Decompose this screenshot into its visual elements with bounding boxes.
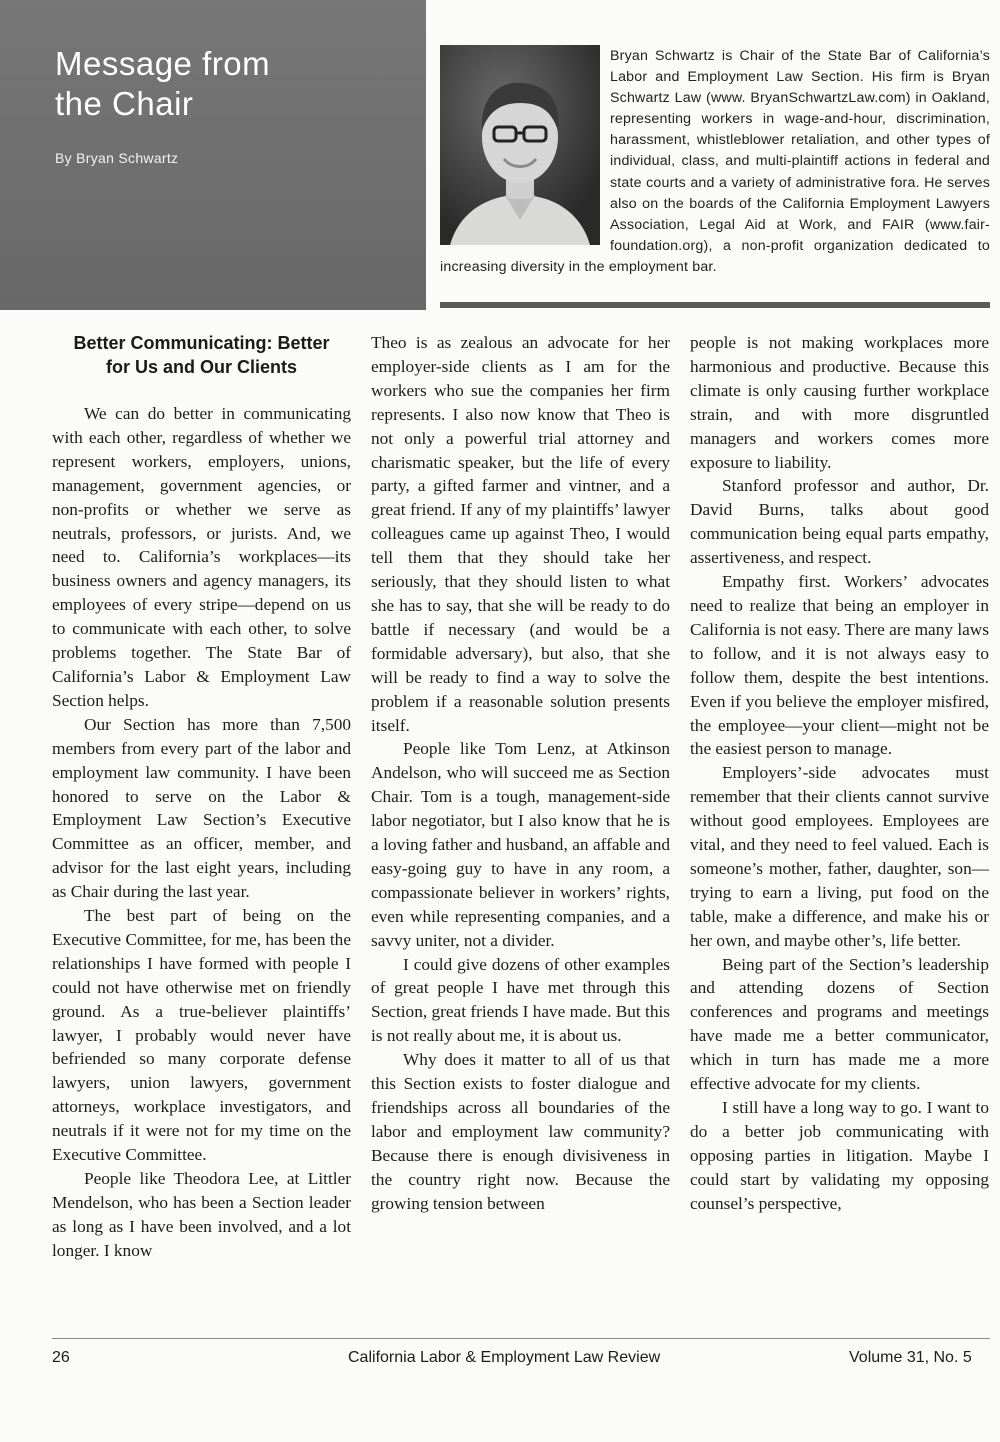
- page-title: [55, 44, 395, 124]
- volume-issue: Volume 31, No. 5: [849, 1349, 972, 1366]
- paragraph: The best part of being on the Executive Committee, for me, has been the relationships I have formed with people I could not have otherwise met on friendly ground. As a true-believer plaintiffs’ lawyer, I probably would never have befriended so many corporate defense lawyers, union lawyers, government attorneys, workplace investigators, and neutrals if it were not for my time on the Executive Committee.: [52, 906, 351, 1165]
- article-title-line-1: Better Communicating: Better: [73, 333, 330, 353]
- byline: By Bryan Schwartz: [55, 150, 179, 166]
- paragraph: People like Tom Lenz, at Atkinson Andelson, who will succeed me as Section Chair. Tom is a tough, management-side labor negotiator, but I also know that he is a loving father and husband, an affable and easy-going guy to have in any room, a compassionate believer in workers’ rights, even while representing companies, and a savvy uniter, not a divider.: [371, 739, 670, 950]
- photo-spacer: [440, 46, 610, 256]
- publication-name: California Labor & Employment Law Review: [348, 1349, 661, 1366]
- article-column-3: [690, 331, 989, 1216]
- paragraph: Empathy first. Workers’ advocates need to realize that being an employer in California is not easy. There are many laws to follow, and it is not always easy to follow them, despite the best intentions. Even if you believe the employer misfired, the employee—your client—might not be the easiest person to manage.: [690, 572, 989, 759]
- paragraph: Why does it matter to all of us that this Section exists to foster dialogue and friendships across all boundaries of the labor and employment law community? Because there is enough divisiveness in the country right now. Because the growing tension between: [371, 1050, 670, 1213]
- article-title-line-2: for Us and Our Clients: [105, 357, 298, 377]
- author-bio-text: Bryan Schwartz is Chair of the State Bar of California’s Labor and Employment Law Section. His firm is Bryan Schwartz Law (www. BryanSchwartzLaw.com) in Oakland, representing workers in wage-and-hour, discrimination, harassment, whistleblower retaliation, and other types of individual, class, and multi-plaintiff actions in federal and state courts and a variety of administrative fora. He serves also on the boards of the California Employment Lawyers Association, Legal Aid at Work, and FAIR (www.fair-foundation.org), a non-profit organization dedicated to increasing diversity in the employment bar.: [440, 48, 990, 275]
- paragraph: I still have a long way to go. I want to do a better job communicating with opposing parties in litigation. Maybe I could start by validating my opposing counsel’s perspective,: [690, 1098, 989, 1213]
- paragraph: Being part of the Section’s leadership and attending dozens of Section conferences and programs and meetings have made me a better communicator, which in turn has made me a more effective advocate for my clients.: [690, 954, 989, 1094]
- article-column-2: [371, 331, 670, 1216]
- paragraph: Employers’-side advocates must remember that their clients cannot survive without good employees. Employees are vital, and they need to feel valued. Each is someone’s mother, father, daughter, son—trying to earn a living, put food on the table, make a difference, and make his or her own, and maybe other’s, life better.: [690, 763, 989, 950]
- paragraph: Our Section has more than 7,500 members from every part of the labor and employment law community. I have been honored to serve on the Labor & Employment Law Section’s Executive Committee as an officer, member, and advisor for the last eight years, including as Chair during the last year.: [52, 714, 351, 902]
- bio-divider: [440, 302, 990, 308]
- article-column-1: [52, 331, 351, 1263]
- header-block: [0, 0, 426, 310]
- footer-divider: [52, 1338, 990, 1339]
- paragraph: Theo is as zealous an advocate for her employer-side clients as I am for the workers who sue the companies her firm represents. I also now know that Theo is not only a powerful trial attorney and charismatic speaker, but the life of every party, a gifted farmer and vintner, and a great friend. If any of my plaintiffs’ lawyer colleagues came up against Theo, I would tell them that they should take her seriously, that they should listen to what she has to say, that she will be ready to do battle if necessary (and would be a formidable adversary), but also, that she will be ready to find a way to solve the problem if a reasonable solution presents itself.: [371, 333, 670, 735]
- page-number: 26: [52, 1349, 70, 1366]
- article-title: [52, 331, 351, 379]
- paragraph: We can do better in communicating with each other, regardless of whether we represent workers, employers, unions, management, government agencies, or non-profits or whether we serve as neutrals, professors, or jurists. And, we need to. California’s workplaces—its business owners and agency managers, its employees of every stripe—depend on us to communicate with each other, to solve problems together. The State Bar of California’s Labor & Employment Law Section helps.: [52, 404, 351, 710]
- paragraph: I could give dozens of other examples of great people I have met through this Section, great friends I have made. But this is not really about me, it is about us.: [371, 954, 670, 1046]
- title-line-1: Message from: [55, 45, 271, 82]
- title-line-2: the Chair: [55, 85, 194, 122]
- author-bio: [440, 46, 990, 278]
- paragraph: Stanford professor and author, Dr. David Burns, talks about good communication being equal parts empathy, assertiveness, and respect.: [690, 476, 989, 568]
- paragraph: people is not making workplaces more harmonious and productive. Because this climate is only causing further workplace strain, and with more disgruntled managers and workers comes more exposure to liability.: [690, 333, 989, 472]
- paragraph: People like Theodora Lee, at Littler Mendelson, who has been a Section leader as long as I have been involved, and a lot longer. I know: [52, 1169, 351, 1260]
